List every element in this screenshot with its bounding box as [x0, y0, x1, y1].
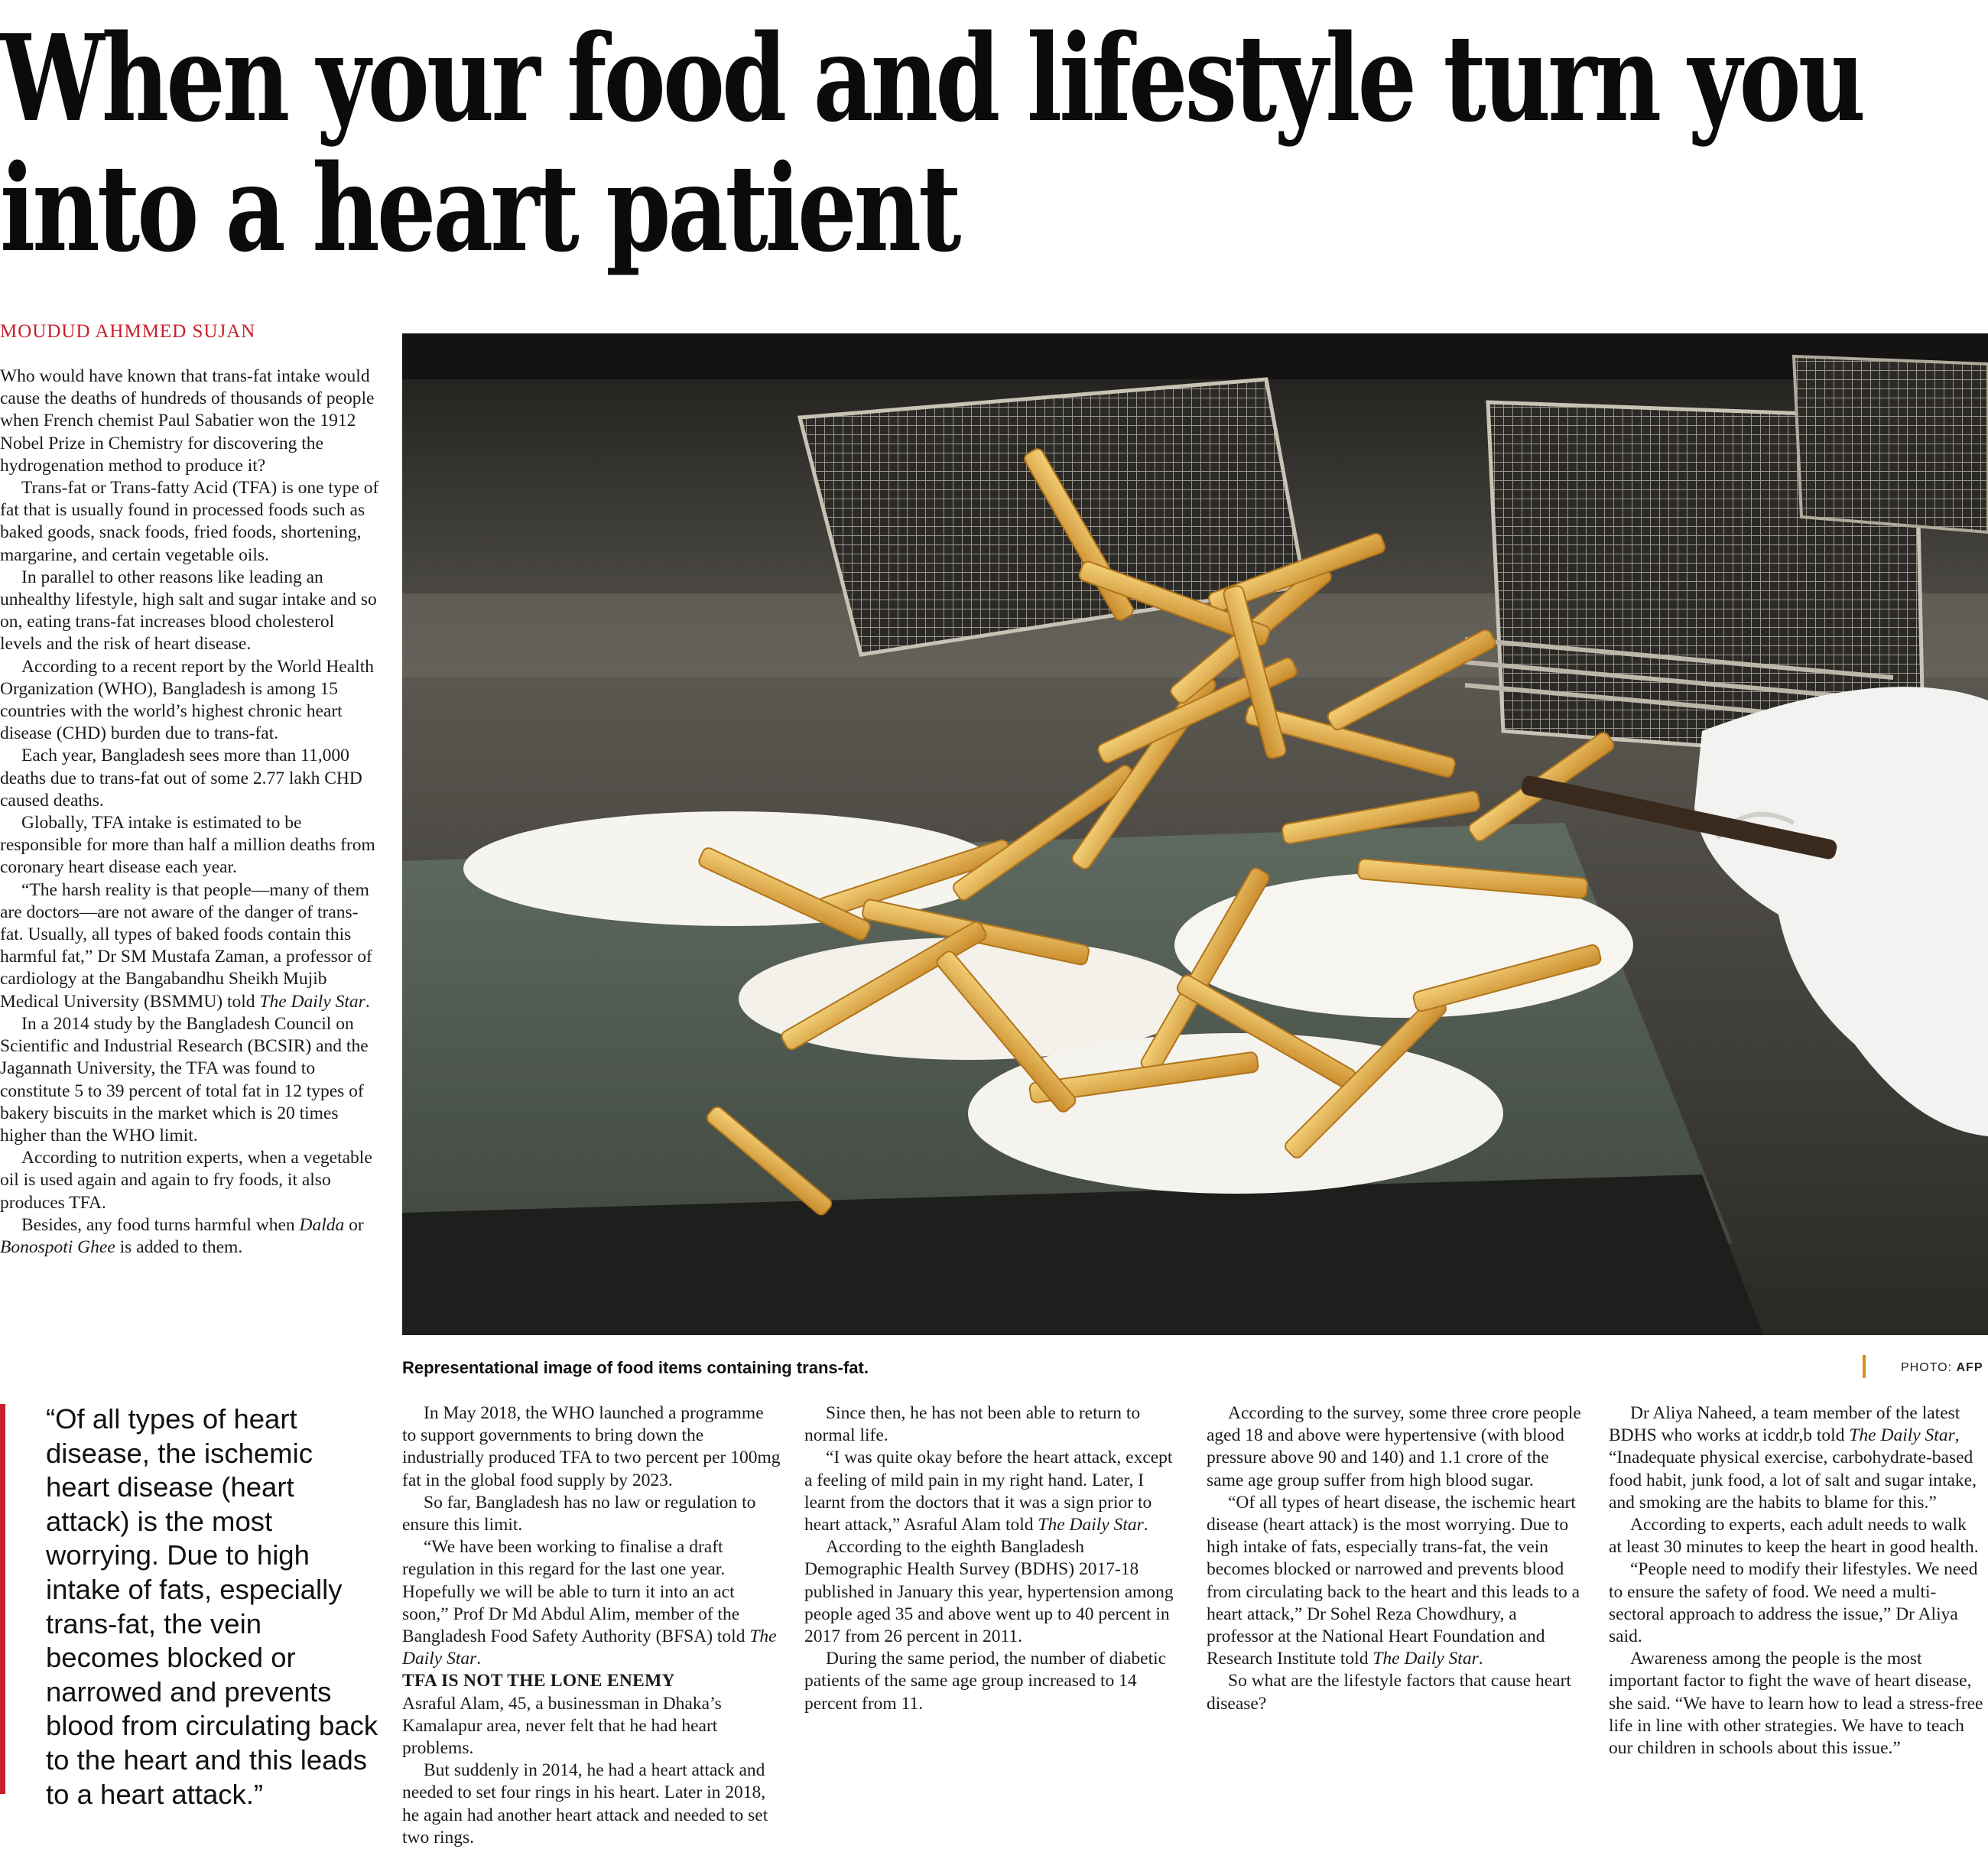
paragraph: Globally, TFA intake is estimated to be responsible for more than half a million deaths from coronary heart disease each year. [0, 813, 375, 878]
paragraph: In May 2018, the WHO launched a programme to support governments to bring down the industrially produced TFA to two percent per 100mg fat in the global food supply by 2023. [402, 1403, 781, 1490]
product-name: Bonospoti Ghee [0, 1236, 115, 1257]
paragraph: Each year, Bangladesh sees more than 11,000 deaths due to trans-fat out of some 2.77 lakh CHD caused deaths. [0, 746, 362, 811]
article-column-1 [0, 366, 380, 1259]
paragraph: According to nutrition experts, when a vegetable oil is used again and again to fry foods, it also produces TFA. [0, 1148, 372, 1213]
byline: MOUDUD AHMMED SUJAN [0, 321, 256, 342]
text-run: . [1478, 1649, 1483, 1669]
text-run: , “Inadequate physical exercise, carbohydrate-based food habit, junk food, a lot of salt and sugar intake, and smoking are the habits to blame for this.” [1609, 1425, 1977, 1513]
article-column-4 [1207, 1402, 1587, 1715]
subheading: TFA IS NOT THE LONE ENEMY [402, 1671, 675, 1691]
paragraph: Trans-fat or Trans-fatty Acid (TFA) is one type of fat that is usually found in processed foods such as baked goods, snack foods, fried foods, shortening, margarine, and certain vegetable oils. [0, 478, 379, 565]
text-run: or [344, 1214, 364, 1235]
text-run: “We have been working to finalise a draft regulation in this regard for the last one year. Hopefully we will be able to turn it into an act soon,” Prof Dr Md Abdul Alim, member of the Bangladesh Food Safety Authority (BFSA) told [402, 1537, 750, 1647]
article-photo [402, 333, 1988, 1335]
paragraph [402, 1536, 781, 1670]
text-run: . [476, 1649, 482, 1669]
paragraph: Asraful Alam, 45, a businessman in Dhaka’s Kamalapur area, never felt that he had heart problems. [402, 1693, 722, 1759]
headline-line-1: When your food and lifestyle turn you [0, 8, 1863, 148]
paragraph: According to the survey, some three crore people aged 18 and above were hypertensive (with blood pressure above 90 and 140) and 1.1 crore of the same age group suffer from high blood sugar. [1207, 1403, 1581, 1490]
paragraph: During the same period, the number of diabetic patients of the same age group increased to 14 percent from 11. [804, 1649, 1167, 1714]
headline-line-2: into a heart patient [0, 138, 959, 278]
article-column-3 [804, 1402, 1184, 1715]
paragraph: Awareness among the people is the most important factor to fight the wave of heart disease, she said. “We have to learn how to lead a stress-free life in line with other strategies. We have to teach our children in schools about this issue.” [1609, 1649, 1983, 1759]
paragraph: In a 2014 study by the Bangladesh Council on Scientific and Industrial Research (BCSIR) and the Jagannath University, the TFA was found to constitute 5 to 39 percent of total fat in 12 types of bakery biscuits in the market which is 20 times higher than the WHO limit. [0, 1013, 369, 1145]
paragraph [0, 1214, 380, 1259]
credit-divider [1863, 1355, 1866, 1378]
pull-quote-bar [0, 1404, 5, 1794]
text-run: “Of all types of heart disease, the ischemic heart disease (heart attack) is the most worrying. Due to high intake of fats, especially trans-fat, the vein becomes blocked or narrowed and prevents blood from circulating back to the heart and this leads to a heart attack,” Dr Sohel Reza Chowdhury, a professor at the National Heart Foundation and Research Institute told [1207, 1492, 1580, 1669]
paragraph: “People need to modify their lifestyles. We need to ensure the safety of food. We need a multi-sectoral approach to address the issue,” Dr Aliya said. [1609, 1559, 1978, 1647]
paragraph: According to experts, each adult needs to walk at least 30 minutes to keep the heart in good health. [1609, 1515, 1979, 1558]
text-run: . [365, 991, 370, 1012]
publication-name: The Daily Star [1038, 1515, 1144, 1535]
paragraph: So far, Bangladesh has no law or regulation to ensure this limit. [402, 1492, 756, 1535]
paragraph: In parallel to other reasons like leading an unhealthy lifestyle, high salt and sugar intake and so on, eating trans-fat increases blood cholesterol levels and the risk of heart disease. [0, 567, 377, 655]
paragraph: According to a recent report by the World Health Organization (WHO), Bangladesh is among 15 countries with the world’s highest chronic heart disease (CHD) burden due to trans-fat. [0, 656, 374, 744]
credit-label: PHOTO: [1901, 1361, 1953, 1374]
product-name: Dalda [299, 1214, 345, 1235]
photo-credit [1901, 1361, 1983, 1375]
paragraph: But suddenly in 2014, he had a heart attack and needed to set four rings in his heart. Later in 2018, he again had another heart attack and needed to set two rings. [402, 1760, 768, 1847]
publication-name: The Daily Star [1849, 1425, 1955, 1446]
article-column-5 [1609, 1402, 1983, 1760]
paragraph: So what are the lifestyle factors that cause heart disease? [1207, 1671, 1571, 1714]
paragraph: Since then, he has not been able to return to normal life. [804, 1403, 1141, 1446]
text-run: Dr Aliya Naheed, a team member of the latest BDHS who works at icddr,b told [1609, 1403, 1960, 1446]
text-run: Besides, any food turns harmful when [21, 1214, 300, 1235]
paragraph: According to the eighth Bangladesh Demographic Health Survey (BDHS) 2017-18 published in January this year, hypertension among people aged 35 and above went up to 40 percent in 2017 from 26 percent in 2011. [804, 1537, 1174, 1647]
publication-name: The Daily Star [259, 991, 365, 1012]
publication-name: The Daily Star [1372, 1649, 1479, 1669]
paragraph [1609, 1402, 1983, 1514]
article-column-2 [402, 1402, 781, 1849]
photo-caption: Representational image of food items containing trans-fat. [402, 1358, 869, 1377]
publication-name: The Daily Star [402, 1626, 777, 1669]
credit-source: AFP [1956, 1361, 1983, 1374]
text-run: “The harsh reality is that people—many of them are doctors—are not aware of the danger of trans-fat. Usually, all types of baked foods contain this harmful fat,” Dr SM Mustafa Zaman, a professor of cardiology at the Bangabandhu Sheikh Mujib Medical University (BSMMU) told [0, 879, 372, 1012]
paragraph [1207, 1492, 1587, 1671]
text-run: is added to them. [115, 1236, 243, 1257]
paragraph [0, 879, 380, 1013]
text-run: . [1143, 1515, 1148, 1535]
fries-photo-illustration [402, 333, 1988, 1335]
headline [0, 8, 1863, 278]
text-run: “I was quite okay before the heart attack, except a feeling of mild pain in my right hand. Later, I learnt from the doctors that it was a sign prior to heart attack,” Asraful Alam told [804, 1448, 1173, 1535]
pull-quote: “Of all types of heart disease, the ischemic heart disease (heart attack) is the most worrying. Due to high intake of fats, especially trans-fat, the vein becomes blocked or narrowed and prevents blood from circulating back to the heart and this leads to a heart attack.” [46, 1403, 378, 1810]
paragraph [804, 1447, 1184, 1536]
paragraph: Who would have known that trans-fat intake would cause the deaths of hundreds of thousands of people when French chemist Paul Sabatier won the 1912 Nobel Prize in Chemistry for discovering the hydrogenation method to produce it? [0, 366, 375, 476]
